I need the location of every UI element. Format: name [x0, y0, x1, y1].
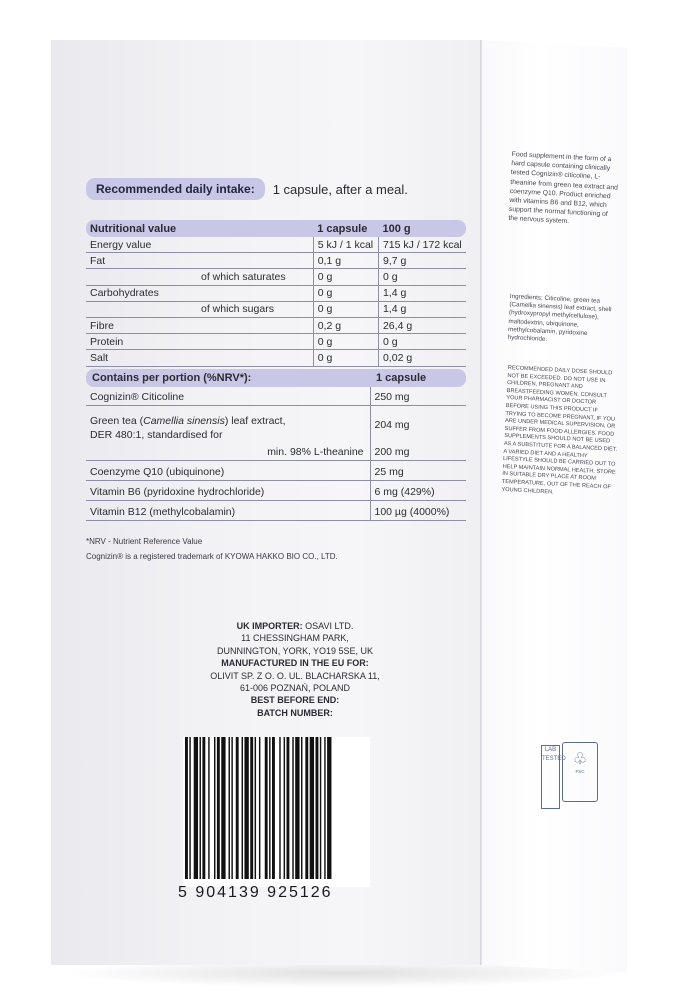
importer-name: OSAVI LTD. [302, 621, 354, 631]
nutrient-name: Carbohydrates [86, 285, 313, 301]
table-row [86, 350, 466, 366]
green-tea-line2: DER 480:1, standardised for [90, 429, 223, 441]
daily-intake-label: Recommended daily intake: [86, 178, 265, 200]
nutrition-header-100g: 100 g [378, 220, 466, 237]
lab-tested-badge [541, 745, 566, 809]
barcode-bar [327, 737, 331, 879]
portion-header-name: Contains per portion (%NRV*): [86, 369, 370, 387]
barcode-bar [202, 737, 205, 879]
table-row [86, 461, 466, 481]
table-row [86, 387, 466, 406]
barcode-bar [265, 737, 268, 879]
nutrient-capsule: 0,2 g [313, 317, 378, 333]
manufacturer-address-2: 61-006 POZNAŃ, POLAND [239, 683, 351, 694]
best-before-label: BEST BEFORE END: [250, 695, 340, 706]
nutrition-table [86, 220, 466, 367]
nutrient-capsule: 0,1 g [313, 253, 378, 269]
portion-table [86, 369, 466, 521]
barcode-bar [292, 737, 293, 879]
ingredient-name: min. 98% L-theanine [86, 444, 370, 461]
barcode-bar [208, 737, 209, 879]
barcode-bar [229, 737, 230, 879]
nutrient-capsule: 0 g [313, 334, 378, 350]
ingredient-value: 100 µg (4000%) [370, 501, 466, 521]
nutrient-100g: 0 g [378, 334, 466, 350]
table-row [86, 444, 466, 461]
barcode-bar [284, 737, 285, 879]
daily-intake-value: 1 capsule, after a meal. [272, 181, 408, 197]
table-row [86, 269, 466, 285]
nutrient-name: Energy value [86, 237, 313, 253]
barcode-bar [269, 737, 270, 879]
nutrient-100g: 1,4 g [378, 285, 466, 301]
nutrient-name: Protein [86, 334, 313, 350]
barcode-bar [231, 737, 232, 879]
trademark-note: Cognizin® is a registered trademark of KYOWA HAKKO BIO CO., LTD. [86, 552, 338, 561]
barcode-bar [194, 737, 198, 879]
batch-number-label: BATCH NUMBER: [257, 707, 333, 718]
ingredient-value: 200 mg [370, 444, 466, 461]
barcode-bars [183, 737, 370, 879]
nutrient-name: of which sugars [86, 301, 313, 317]
nutrient-100g: 26,4 g [378, 317, 466, 333]
importer-info [160, 620, 430, 719]
ingredient-name-green-tea [86, 406, 370, 445]
nutrient-100g: 1,4 g [378, 301, 466, 317]
nutrient-capsule: 0 g [313, 301, 378, 317]
barcode-bar [217, 737, 220, 879]
nrv-note: *NRV - Nutrient Reference Value [86, 537, 203, 546]
barcode-bar [250, 737, 253, 879]
nutrient-100g: 9,7 g [378, 253, 466, 269]
table-row [86, 334, 466, 350]
ingredient-value: 25 mg [370, 461, 466, 481]
table-row [86, 301, 466, 317]
importer-address-1: 11 CHESSINGHAM PARK, [241, 633, 349, 644]
barcode-bar [221, 737, 225, 879]
manufacturer-address-1: OLIVIT SP. Z O. O. UL. BLACHARSKA 11, [210, 670, 380, 681]
nutrient-100g: 715 kJ / 172 kcal [378, 237, 466, 253]
side-description: Food supplement in the form of a hard capsule containing clinically tested Cognizin® citicoline, L-theanine from green tea extract and coenzyme Q10. Product enriched with vitamins B6 and B12, which support the normal functioning of the nervous system. [508, 150, 619, 226]
green-tea-post: ) leaf extract, [224, 415, 286, 427]
table-row [86, 501, 466, 521]
nutrient-capsule: 0 g [313, 269, 378, 285]
table-row [86, 481, 466, 501]
nutrient-name: Fat [86, 253, 313, 269]
lab-tested-text: LAB TESTED [542, 747, 566, 762]
nutrient-100g: 0,02 g [378, 350, 466, 366]
barcode-bar [310, 737, 314, 879]
ingredient-name: Vitamin B12 (methylcobalamin) [86, 501, 370, 521]
nutrient-capsule: 0 g [313, 350, 378, 366]
nutrient-capsule: 5 kJ / 1 kcal [313, 237, 378, 253]
importer-address-2: DUNNINGTON, YORK, YO19 5SE, UK [216, 645, 374, 656]
ingredient-name: Coenzyme Q10 (ubiquinone) [86, 461, 370, 481]
barcode-bar [255, 737, 256, 879]
nutrition-header-capsule: 1 capsule [313, 220, 378, 237]
nutrient-capsule: 0 g [313, 285, 378, 301]
ingredient-value: 6 mg (429%) [370, 481, 466, 501]
barcode-bar [189, 737, 190, 879]
barcode [183, 737, 370, 887]
green-tea-latin: Camellia sinensis [143, 415, 225, 427]
barcode-bar [295, 737, 299, 879]
barcode-bar [200, 737, 201, 879]
manufacturer-label: MANUFACTURED IN THE EU FOR: [221, 658, 369, 669]
ingredient-name: Cognizin® Citicoline [86, 387, 370, 406]
portion-header-capsule: 1 capsule [370, 369, 466, 387]
nutrition-header [86, 220, 466, 237]
barcode-bar [259, 737, 260, 879]
table-row [86, 253, 466, 269]
barcode-bar [305, 737, 308, 879]
barcode-bar [236, 737, 239, 879]
table-row [86, 317, 466, 333]
fsc-badge [562, 742, 598, 802]
nutrition-header-name: Nutritional value [86, 220, 313, 237]
fsc-text: FSC [575, 769, 585, 774]
table-row [86, 406, 466, 445]
nutrient-name: of which saturates [86, 269, 313, 285]
barcode-bar [185, 737, 188, 879]
side-ingredients: Ingredients: Citicoline, green tea (Camellia sinensis) leaf extract, shell (hydroxypropyl methylcellulose), maltodextrin, ubiquinone, methylcobalamin, pyridoxine hydrochloride. [507, 293, 612, 344]
green-tea-pre: Green tea ( [90, 415, 144, 427]
barcode-bar [242, 737, 243, 879]
nutrient-100g: 0 g [378, 269, 466, 285]
fsc-tree-icon: ♧ [572, 751, 588, 768]
ingredient-name: Vitamin B6 (pyridoxine hydrochloride) [86, 481, 370, 501]
portion-header [86, 369, 466, 387]
barcode-bar [316, 737, 319, 879]
barcode-bar [279, 737, 280, 879]
barcode-bar [272, 737, 275, 879]
barcode-bar [301, 737, 302, 879]
barcode-bar [214, 737, 215, 879]
table-row [86, 237, 466, 253]
barcode-bar [287, 737, 290, 879]
ingredient-value: 204 mg [370, 406, 466, 445]
ingredient-value: 250 mg [370, 387, 466, 406]
importer-label: UK IMPORTER: [236, 621, 303, 631]
barcode-bar [320, 737, 321, 879]
nutrient-name: Fibre [86, 317, 313, 333]
side-warnings: RECOMMENDED DAILY DOSE SHOULD NOT BE EXCEEDED. DO NOT USE IN CHILDREN, PREGNANT AND BREASTFEEDING WOMEN. CONSULT YOUR PHARMACIST OR DOCTOR BEFORE USING THIS PRODUCT IF TRYING TO BECOME PREGNANT, IF YOU ARE UNDER MEDICAL SUPERVISION, OR SUFFER FROM FOOD ALLERGIES. FOOD SUPPLEMENTS SHOULD NOT BE USED AS A SUBSTITUTE FOR A BALANCED DIET. A VARIED DIET AND A HEALTHY LIFESTYLE SHOULD BE CARRIED OUT TO HELP MAINTAIN NORMAL HEALTH. STORE IN SUITABLE DRY PLACE AT ROOM TEMPERATURE, OUT OF THE REACH OF YOUNG CHILDREN. [501, 365, 618, 496]
daily-intake [86, 178, 408, 200]
table-row [86, 285, 466, 301]
barcode-number: 5 904139 925126 [178, 884, 333, 901]
nutrient-name: Salt [86, 350, 313, 366]
barcode-bar [324, 737, 325, 879]
barcode-bar [244, 737, 248, 879]
